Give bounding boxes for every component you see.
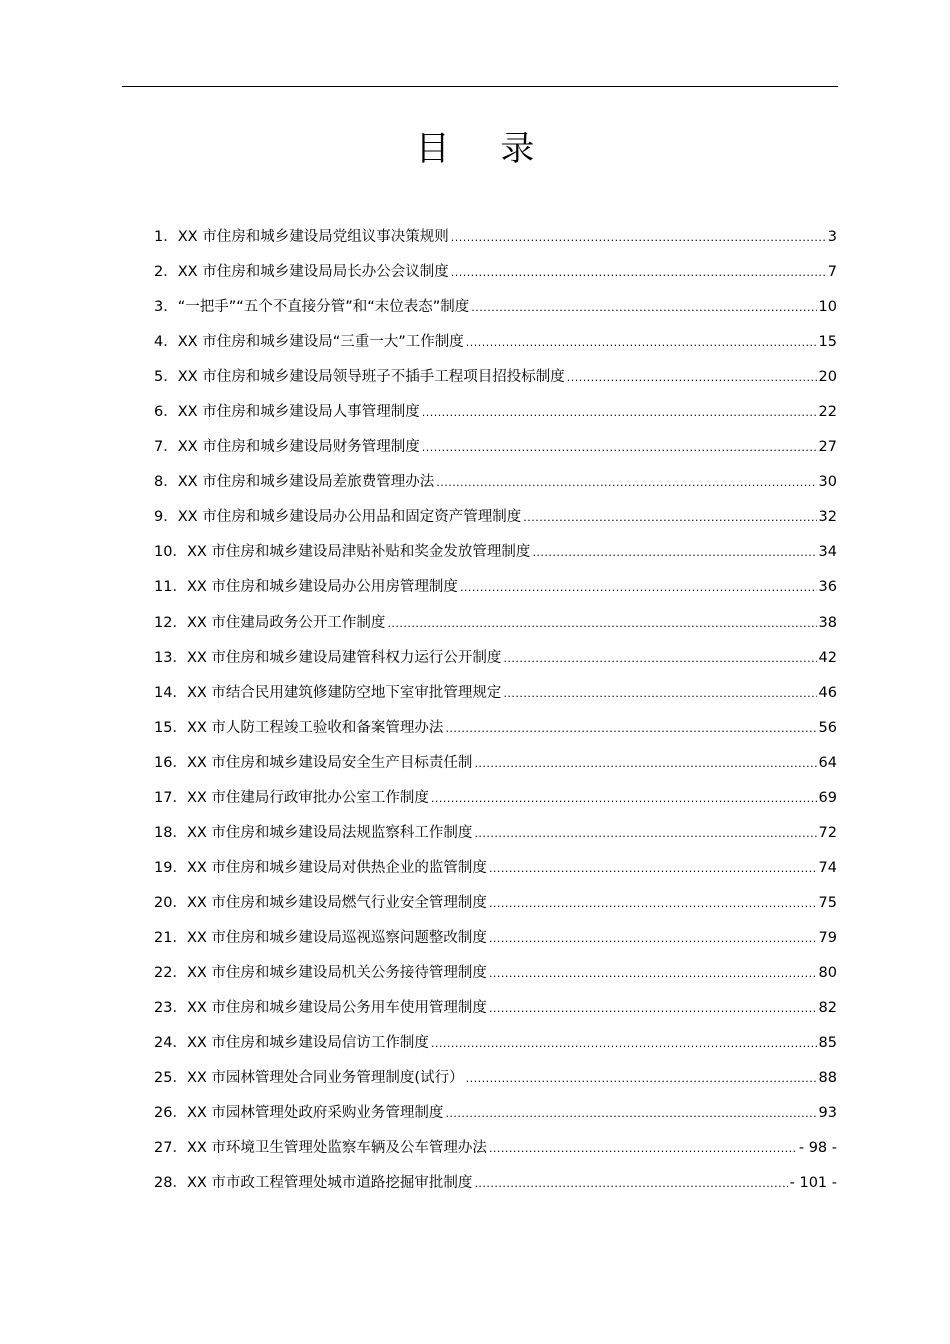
toc-page-number: - 101 - bbox=[789, 1175, 837, 1192]
toc-page-number: 82 bbox=[818, 1000, 837, 1017]
toc-dot-leader bbox=[503, 643, 816, 674]
toc-entry-title: 9．XX 市住房和城乡建设局办公用品和固定资产管理制度 bbox=[154, 509, 522, 526]
toc-entry-title: 11．XX 市住房和城乡建设局办公用房管理制度 bbox=[154, 579, 458, 596]
toc-entry[interactable] bbox=[154, 1098, 837, 1133]
toc-dot-leader bbox=[445, 1098, 816, 1129]
toc-entry[interactable] bbox=[154, 257, 837, 292]
toc-page-number: 79 bbox=[818, 929, 837, 946]
toc-entry-title: 14．XX 市结合民用建筑修建防空地下室审批管理规定 bbox=[154, 684, 502, 701]
toc-entry-title: 5．XX 市住房和城乡建设局领导班子不插手工程项目招投标制度 bbox=[154, 369, 565, 386]
toc-dot-leader bbox=[474, 748, 816, 779]
toc-entry-title: 10．XX 市住房和城乡建设局津贴补贴和奖金发放管理制度 bbox=[154, 544, 531, 561]
toc-entry-title: 22．XX 市住房和城乡建设局机关公务接待管理制度 bbox=[154, 964, 487, 981]
toc-page-number: 72 bbox=[818, 824, 837, 841]
toc-entry-title: 20．XX 市住房和城乡建设局燃气行业安全管理制度 bbox=[154, 894, 487, 911]
toc-entry[interactable] bbox=[154, 748, 837, 783]
toc-page-number: 20 bbox=[818, 369, 837, 386]
toc-entry-title: 3．“一把手”“五个不直接分管”和“末位表态”制度 bbox=[154, 299, 470, 316]
toc-dot-leader bbox=[431, 1028, 817, 1059]
toc-dot-leader bbox=[387, 608, 816, 639]
toc-entry-title: 18．XX 市住房和城乡建设局法规监察科工作制度 bbox=[154, 824, 473, 841]
toc-entry-title: 15．XX 市人防工程竣工验收和备案管理办法 bbox=[154, 719, 444, 736]
toc-page-number: 85 bbox=[818, 1035, 837, 1052]
toc-page-number: 75 bbox=[818, 894, 837, 911]
toc-page-number: 69 bbox=[818, 789, 837, 806]
toc-dot-leader bbox=[466, 327, 817, 358]
toc-dot-leader bbox=[567, 362, 817, 393]
toc-page-number: 15 bbox=[818, 334, 837, 351]
toc-dot-leader bbox=[489, 888, 817, 919]
toc-dot-leader bbox=[445, 713, 816, 744]
toc-entry[interactable] bbox=[154, 327, 837, 362]
toc-dot-leader bbox=[436, 467, 816, 498]
toc-entry-title: 23．XX 市住房和城乡建设局公务用车使用管理制度 bbox=[154, 1000, 487, 1017]
toc-entry[interactable] bbox=[154, 572, 837, 607]
toc-dot-leader bbox=[489, 1133, 797, 1164]
toc-entry[interactable] bbox=[154, 923, 837, 958]
toc-entry-title: 4．XX 市住房和城乡建设局“三重一大”工作制度 bbox=[154, 334, 464, 351]
toc-entry-title: 6．XX 市住房和城乡建设局人事管理制度 bbox=[154, 404, 420, 421]
toc-page-number: 34 bbox=[818, 544, 837, 561]
toc-entry-title: 19．XX 市住房和城乡建设局对供热企业的监管制度 bbox=[154, 859, 487, 876]
toc-dot-leader bbox=[460, 572, 817, 603]
toc-page-number: 7 bbox=[827, 264, 837, 281]
toc-dot-leader bbox=[422, 397, 817, 428]
toc-entry[interactable] bbox=[154, 643, 837, 678]
toc-dot-leader bbox=[503, 678, 816, 709]
toc-entry-title: 24．XX 市住房和城乡建设局信访工作制度 bbox=[154, 1035, 429, 1052]
toc-entry[interactable] bbox=[154, 1028, 837, 1063]
toc-page-number: 42 bbox=[818, 649, 837, 666]
toc-dot-leader bbox=[489, 853, 817, 884]
toc-entry[interactable] bbox=[154, 467, 837, 502]
toc-entry[interactable] bbox=[154, 222, 837, 257]
toc-dot-leader bbox=[532, 537, 816, 568]
toc-page-number: 38 bbox=[818, 614, 837, 631]
toc-dot-leader bbox=[523, 502, 816, 533]
toc-entry-title: 1．XX 市住房和城乡建设局党组议事决策规则 bbox=[154, 229, 449, 245]
toc-page-number: 36 bbox=[818, 579, 837, 596]
toc-dot-leader bbox=[451, 222, 826, 253]
toc-entry-title: 27．XX 市环境卫生管理处监察车辆及公车管理办法 bbox=[154, 1140, 487, 1157]
toc-entry[interactable] bbox=[154, 783, 837, 818]
table-of-contents bbox=[154, 222, 837, 1203]
toc-entry[interactable] bbox=[154, 818, 837, 853]
toc-dot-leader bbox=[489, 923, 817, 954]
toc-entry-title: 13．XX 市住房和城乡建设局建管科权力运行公开制度 bbox=[154, 649, 502, 666]
toc-dot-leader bbox=[489, 958, 817, 989]
toc-entry-title: 17．XX 市住建局行政审批办公室工作制度 bbox=[154, 789, 429, 806]
toc-entry[interactable] bbox=[154, 888, 837, 923]
toc-dot-leader bbox=[474, 1168, 787, 1199]
toc-entry-title: 25．XX 市园林管理处合同业务管理制度(试行） bbox=[154, 1070, 464, 1087]
toc-page-number: 32 bbox=[818, 509, 837, 526]
toc-entry-title: 28．XX 市市政工程管理处城市道路挖掘审批制度 bbox=[154, 1175, 473, 1192]
toc-entry[interactable] bbox=[154, 853, 837, 888]
page-title: 目 录 bbox=[415, 129, 555, 169]
toc-entry[interactable] bbox=[154, 713, 837, 748]
toc-dot-leader bbox=[471, 292, 816, 323]
toc-entry[interactable] bbox=[154, 993, 837, 1028]
toc-dot-leader bbox=[431, 783, 817, 814]
toc-page-number: 74 bbox=[818, 859, 837, 876]
toc-page-number: 22 bbox=[818, 404, 837, 421]
toc-entry-title: 8．XX 市住房和城乡建设局差旅费管理办法 bbox=[154, 474, 435, 491]
toc-dot-leader bbox=[451, 257, 826, 288]
toc-entry-title: 16．XX 市住房和城乡建设局安全生产目标责任制 bbox=[154, 754, 473, 771]
toc-entry[interactable] bbox=[154, 397, 837, 432]
toc-entry-title: 12．XX 市住建局政务公开工作制度 bbox=[154, 614, 386, 631]
toc-entry[interactable] bbox=[154, 1063, 837, 1098]
toc-page-number: 80 bbox=[818, 964, 837, 981]
toc-page-number: 93 bbox=[818, 1105, 837, 1122]
toc-entry[interactable] bbox=[154, 1168, 837, 1203]
toc-entry[interactable] bbox=[154, 537, 837, 572]
toc-entry[interactable] bbox=[154, 958, 837, 993]
toc-dot-leader bbox=[474, 818, 816, 849]
toc-entry[interactable] bbox=[154, 608, 837, 643]
toc-page-number: 30 bbox=[818, 474, 837, 491]
toc-entry-title: 7．XX 市住房和城乡建设局财务管理制度 bbox=[154, 439, 420, 456]
toc-page-number: 3 bbox=[827, 229, 837, 245]
toc-page-number: 27 bbox=[818, 439, 837, 456]
toc-dot-leader bbox=[422, 432, 817, 463]
header-rule bbox=[122, 86, 838, 87]
toc-dot-leader bbox=[466, 1063, 817, 1094]
toc-page-number: 88 bbox=[818, 1070, 837, 1087]
toc-entry[interactable] bbox=[154, 1133, 837, 1168]
toc-entry[interactable] bbox=[154, 432, 837, 467]
toc-entry[interactable] bbox=[154, 678, 837, 713]
toc-entry-title: 21．XX 市住房和城乡建设局巡视巡察问题整改制度 bbox=[154, 929, 487, 946]
toc-page-number: 10 bbox=[818, 299, 837, 316]
toc-page-number: 56 bbox=[818, 719, 837, 736]
toc-page-number: - 98 - bbox=[798, 1140, 837, 1157]
toc-entry[interactable] bbox=[154, 502, 837, 537]
toc-page-number: 64 bbox=[818, 754, 837, 771]
toc-page-number: 46 bbox=[818, 684, 837, 701]
toc-entry[interactable] bbox=[154, 362, 837, 397]
toc-entry-title: 2．XX 市住房和城乡建设局局长办公会议制度 bbox=[154, 264, 449, 281]
toc-entry[interactable] bbox=[154, 292, 837, 327]
toc-dot-leader bbox=[489, 993, 817, 1024]
toc-entry-title: 26．XX 市园林管理处政府采购业务管理制度 bbox=[154, 1105, 444, 1122]
